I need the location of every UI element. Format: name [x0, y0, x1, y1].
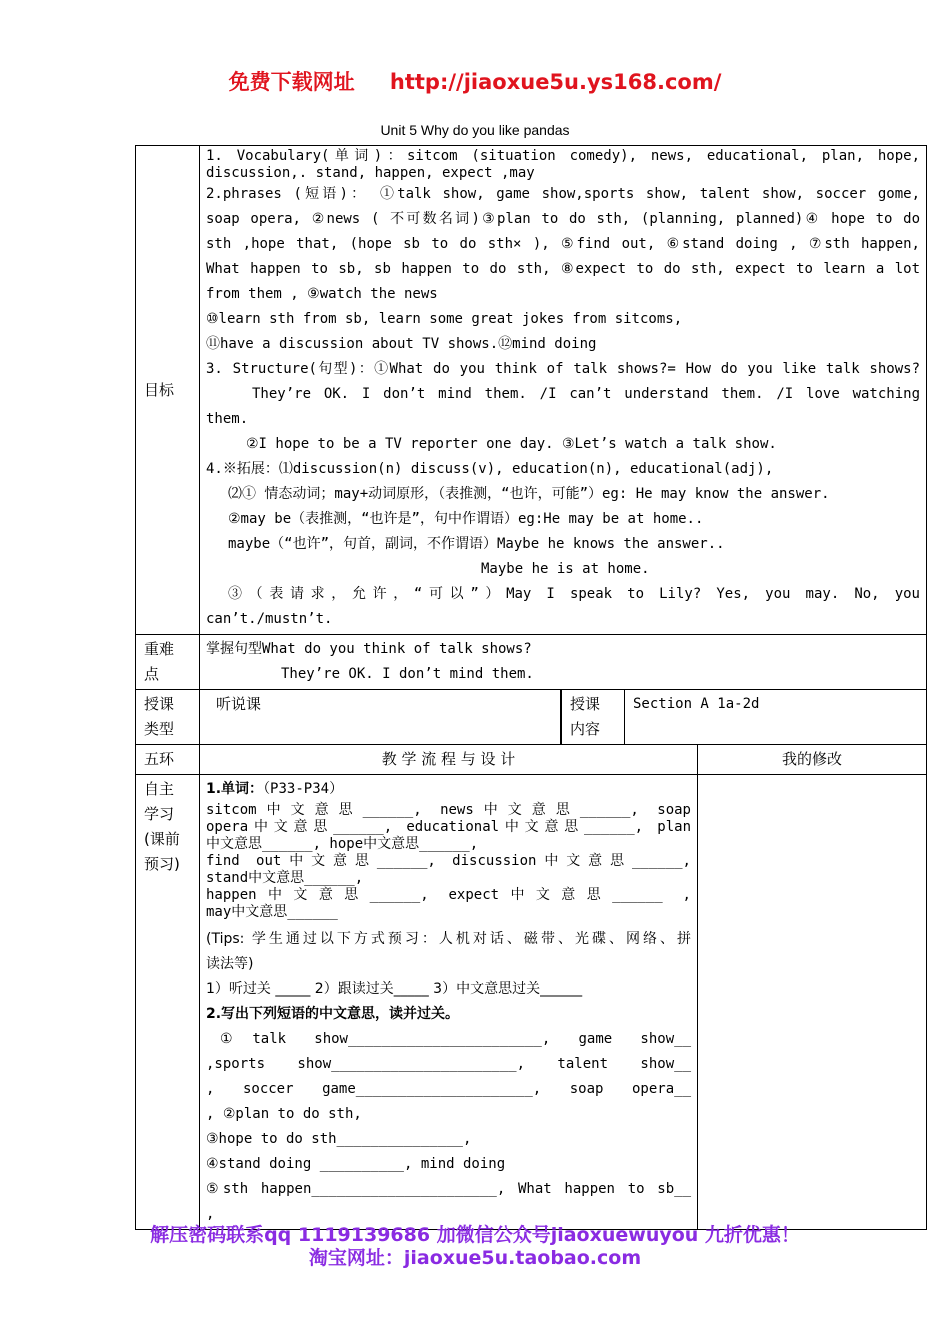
phrase-line: , — [206, 1206, 215, 1222]
flow-col3-header: 我的修改 — [698, 745, 927, 775]
lesson-type-value: 听说课 — [200, 690, 561, 745]
header-label: 免费下载网址 — [228, 70, 355, 94]
goals-line: What happen to sb, sb happen to do sth, ⑧expect to do sth, expect to learn a lot — [206, 261, 920, 277]
lesson-content-label-line: 授课 — [570, 695, 601, 713]
goals-line: discussion,. stand, happen, expect ,may — [206, 165, 535, 181]
lesson-content-cell — [561, 690, 927, 745]
footer-contact: 解压密码联系qq 1119139686 加微信公众号jiaoxuewuyou 九折优惠！ — [150, 1224, 800, 1246]
tips-line: 读法等) — [206, 956, 254, 972]
vocab-line: may中文意思______ — [206, 904, 338, 920]
vocab-line: stand中文意思______, — [206, 870, 364, 886]
phrase-line: ⑤sth happen______________________, What happen to sb__ — [206, 1181, 691, 1197]
phrase-line: ①talk show_______________________, game show__ — [220, 1031, 691, 1047]
phrase-line: ④stand doing __________, mind doing — [206, 1156, 506, 1172]
goals-line: ⑩learn sth from sb, learn some great jokes from sitcoms, — [206, 311, 683, 327]
keypoints-content — [200, 635, 927, 690]
keypoints-label-line: 重难 — [144, 640, 175, 658]
footer-shop[interactable]: 淘宝网址：jiaoxue5u.taobao.com — [308, 1247, 642, 1269]
phrase-line: ③hope to do sth_______________, — [206, 1131, 472, 1147]
download-header — [0, 66, 950, 96]
goals-content — [200, 146, 927, 635]
flow-header-row — [136, 745, 927, 775]
goals-line: ⑪have a discussion about TV shows.⑫mind doing — [206, 336, 597, 352]
vocab-line: find out中文意思______, discussion中文意思______, — [206, 853, 691, 869]
lesson-type-row — [136, 690, 927, 745]
selfstudy-content — [200, 775, 698, 1230]
flow-col2-header: 教 学 流 程 与 设 计 — [200, 745, 698, 775]
selfstudy-label-line: (课前 — [144, 830, 180, 848]
keypoints-line: They’re OK. I don’t mind them. — [281, 666, 534, 682]
phrase-line: , ②plan to do sth, — [206, 1106, 362, 1122]
tips-line: (Tips: 学生通过以下方式预习：人机对话、磁带、光碟、网络、拼 — [206, 931, 691, 947]
goals-line: sth ,hope that, (hope sb to do sth× ), ⑤find out, ⑥stand doing , ⑦sth happen, — [206, 236, 920, 252]
vocab-line: sitcom中文意思______, news中文意思______, soap — [206, 802, 691, 818]
goals-line: soap opera, ②news ( 不可数名词)③plan to do sth, (planning, planned)④ hope to do — [206, 211, 920, 227]
goals-line: 3. Structure(句型)：①What do you think of talk shows?= How do you like talk shows? — [206, 361, 920, 377]
pass-line: 1）听过关 _____ 2）跟读过关_____ 3）中文意思过关______ — [206, 981, 583, 997]
goals-label: 目标 — [136, 146, 200, 635]
lesson-type-label-line: 类型 — [144, 720, 175, 738]
flow-col1-header: 五环 — [136, 745, 200, 775]
lesson-content-label-line: 内容 — [570, 720, 601, 738]
goals-line: ②may be（表推测，“也许是”，句中作谓语）eg:He may be at home.. — [228, 511, 704, 527]
goals-line: can’t./mustn’t. — [206, 611, 333, 627]
goals-line: ③（表请求，允许，“可以”）May I speak to Lily? Yes, you may. No, you — [228, 586, 920, 602]
lesson-type-label — [136, 690, 200, 745]
unit-title: Unit 5 Why do you like pandas — [380, 122, 570, 138]
vocab-line: opera中文意思______, educational中文意思______, plan — [206, 819, 691, 835]
goals-line: 1. Vocabulary(单词)：sitcom (situation comedy), news, educational, plan, hope, — [206, 148, 920, 164]
header-url[interactable]: http://jiaoxue5u.ys168.com/ — [389, 70, 722, 94]
vocab-line: 中文意思______, hope中文意思______, — [206, 836, 479, 852]
my-revision-cell[interactable] — [698, 775, 927, 1230]
keypoints-label-line: 点 — [144, 665, 160, 683]
keypoints-line: 掌握句型What do you think of talk shows? — [206, 641, 532, 657]
phrase-heading: 2.写出下列短语的中文意思，读并过关。 — [206, 1006, 460, 1022]
goals-line: ⑵① 情态动词；may+动词原形，（表推测，“也许，可能”）eg: He may know the answer. — [228, 486, 830, 502]
goals-line: Maybe he is at home. — [481, 561, 650, 577]
goals-line: ②I hope to be a TV reporter one day. ③Let’s watch a talk show. — [246, 436, 777, 452]
selfstudy-label — [136, 775, 200, 1230]
goals-line: them. — [206, 411, 249, 427]
vocab-title: 1.单词： — [206, 781, 264, 797]
goals-row — [136, 146, 927, 635]
goals-line: from them , ⑨watch the news — [206, 286, 438, 302]
vocab-pages: （P33-P34） — [263, 781, 344, 797]
phrase-line: ,sports show______________________, talent show__ — [206, 1056, 691, 1072]
lesson-content-label — [562, 690, 625, 744]
phrase-line: , soccer game_____________________, soap opera__ — [206, 1081, 691, 1097]
keypoints-row — [136, 635, 927, 690]
vocab-heading — [206, 777, 691, 802]
goals-line: They’re OK. I don’t mind them. /I can’t understand them. /I love watching — [252, 386, 920, 402]
goals-line: 4.※拓展：⑴discussion(n) discuss(v), education(n), educational(adj), — [206, 461, 774, 477]
selfstudy-label-line: 学习 — [144, 805, 175, 823]
goals-line: 2.phrases (短语)： ①talk show, game show,sports show, talent show, soccer gome, — [206, 186, 920, 202]
keypoints-label — [136, 635, 200, 690]
lesson-content-value: Section A 1a-2d — [633, 696, 760, 712]
goals-line: maybe（“也许”，句首，副词，不作谓语）Maybe he knows the answer.. — [228, 536, 725, 552]
lesson-type-label-line: 授课 — [144, 695, 175, 713]
lesson-plan-table — [135, 145, 927, 1230]
selfstudy-row — [136, 775, 927, 1230]
selfstudy-label-line: 预习) — [144, 855, 180, 873]
selfstudy-label-line: 自主 — [144, 780, 175, 798]
vocab-line: happen中文意思______, expect中文意思______ , — [206, 887, 691, 903]
